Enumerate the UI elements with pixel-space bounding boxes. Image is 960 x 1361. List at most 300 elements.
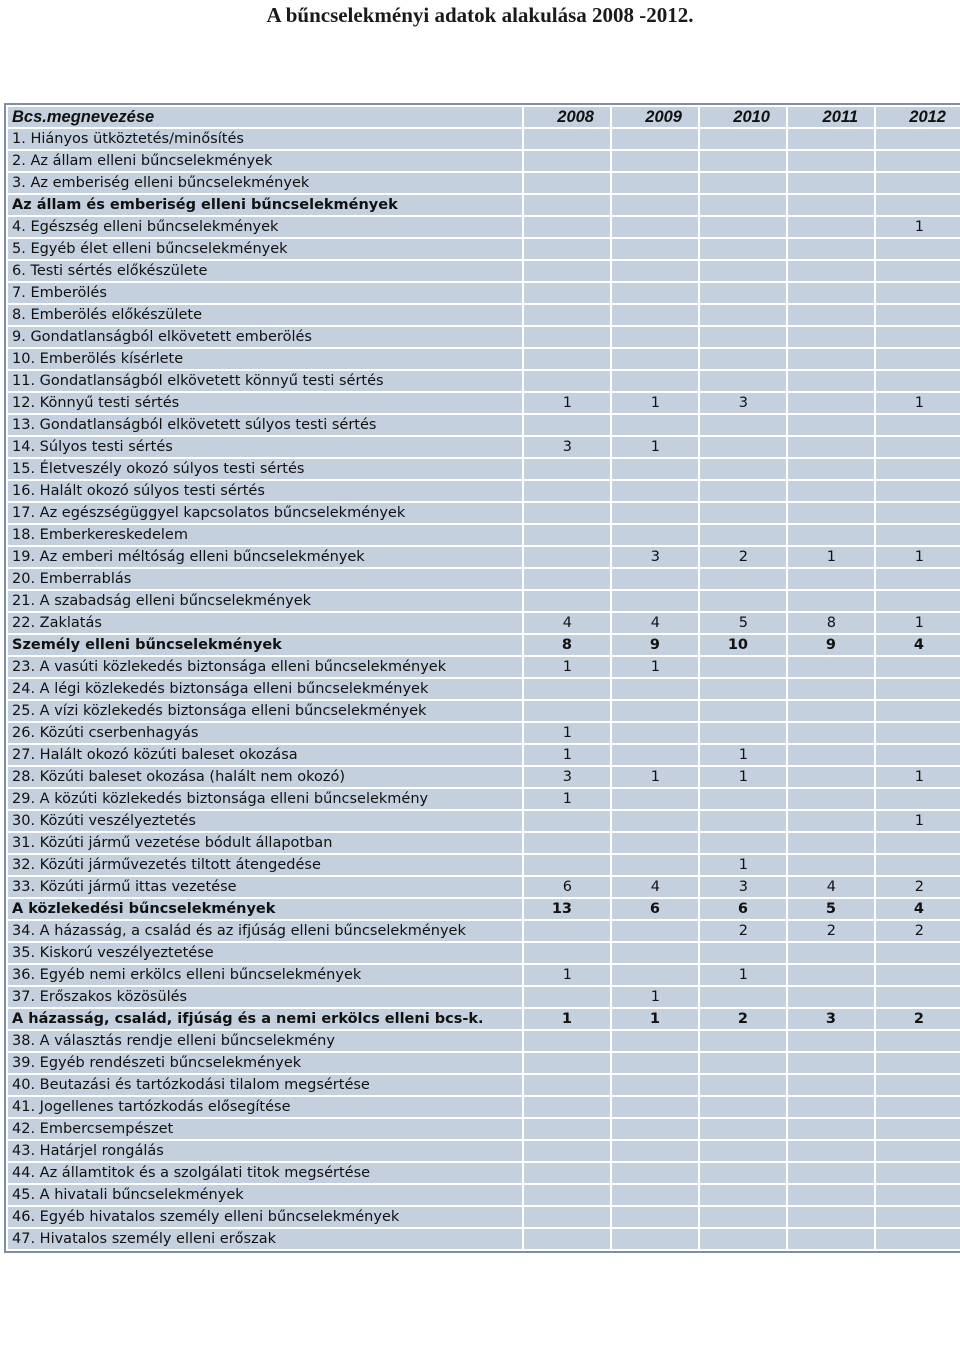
crime-category-name: 32. Közúti járművezetés tiltott átengedése [8, 855, 522, 875]
year-value-cell: 1 [876, 811, 960, 831]
table-row [8, 855, 960, 875]
crime-category-name: 15. Életveszély okozó súlyos testi sértés [8, 459, 522, 479]
year-value-cell: 9 [612, 635, 698, 655]
year-value-cell [876, 987, 960, 1007]
year-value-cell [788, 151, 874, 171]
year-value-cell [612, 1141, 698, 1161]
year-value-cell: 2 [700, 1009, 786, 1029]
column-header-year: 2012 [876, 107, 960, 127]
crime-category-name: 25. A vízi közlekedés biztonsága elleni bűncselekmények [8, 701, 522, 721]
crime-category-name: 18. Emberkereskedelem [8, 525, 522, 545]
year-value-cell [524, 195, 610, 215]
table-header-row [8, 107, 960, 127]
table-row [8, 503, 960, 523]
year-value-cell [876, 503, 960, 523]
year-value-cell [700, 371, 786, 391]
year-value-cell [876, 437, 960, 457]
year-value-cell [788, 305, 874, 325]
year-value-cell: 1 [524, 745, 610, 765]
year-value-cell [788, 965, 874, 985]
crime-category-name: 16. Halált okozó súlyos testi sértés [8, 481, 522, 501]
year-value-cell [700, 1141, 786, 1161]
year-value-cell: 1 [612, 987, 698, 1007]
table-row [8, 481, 960, 501]
table-row [8, 569, 960, 589]
crime-category-name: 31. Közúti jármű vezetése bódult állapotban [8, 833, 522, 853]
year-value-cell: 1 [524, 789, 610, 809]
table-row [8, 767, 960, 787]
year-value-cell: 1 [876, 393, 960, 413]
year-value-cell: 1 [876, 547, 960, 567]
year-value-cell [876, 679, 960, 699]
year-value-cell [700, 569, 786, 589]
year-value-cell [612, 591, 698, 611]
year-value-cell [788, 371, 874, 391]
year-value-cell [524, 1119, 610, 1139]
table-row [8, 1141, 960, 1161]
year-value-cell [612, 1163, 698, 1183]
table-row [8, 525, 960, 545]
year-value-cell [524, 591, 610, 611]
year-value-cell [876, 833, 960, 853]
crime-category-name: 28. Közúti baleset okozása (halált nem okozó) [8, 767, 522, 787]
year-value-cell [524, 239, 610, 259]
year-value-cell: 6 [524, 877, 610, 897]
crime-category-name: 42. Embercsempészet [8, 1119, 522, 1139]
crime-category-name: 34. A házasság, a család és az ifjúság elleni bűncselekmények [8, 921, 522, 941]
year-value-cell [876, 151, 960, 171]
year-value-cell [700, 657, 786, 677]
year-value-cell [524, 1053, 610, 1073]
year-value-cell [612, 1097, 698, 1117]
table-row [8, 1229, 960, 1249]
year-value-cell: 4 [876, 635, 960, 655]
table-row [8, 943, 960, 963]
year-value-cell [524, 151, 610, 171]
table-row [8, 745, 960, 765]
crime-category-name: 46. Egyéb hivatalos személy elleni bűncselekmények [8, 1207, 522, 1227]
crime-category-name: 11. Gondatlanságból elkövetett könnyű testi sértés [8, 371, 522, 391]
year-value-cell [524, 1031, 610, 1051]
year-value-cell: 1 [612, 767, 698, 787]
crime-category-name: 13. Gondatlanságból elkövetett súlyos testi sértés [8, 415, 522, 435]
year-value-cell [788, 987, 874, 1007]
table-row [8, 283, 960, 303]
year-value-cell [788, 503, 874, 523]
year-value-cell: 8 [524, 635, 610, 655]
year-value-cell [788, 833, 874, 853]
year-value-cell [700, 1075, 786, 1095]
year-value-cell [788, 1097, 874, 1117]
year-value-cell [700, 789, 786, 809]
table-subtotal-row [8, 195, 960, 215]
year-value-cell: 13 [524, 899, 610, 919]
year-value-cell [788, 217, 874, 237]
year-value-cell [700, 1097, 786, 1117]
table-row [8, 591, 960, 611]
year-value-cell [700, 701, 786, 721]
year-value-cell [876, 1097, 960, 1117]
year-value-cell [612, 327, 698, 347]
year-value-cell [876, 239, 960, 259]
year-value-cell [612, 1229, 698, 1249]
year-value-cell [612, 1119, 698, 1139]
table-row [8, 1053, 960, 1073]
year-value-cell [612, 965, 698, 985]
crime-category-name: 12. Könnyű testi sértés [8, 393, 522, 413]
year-value-cell [788, 129, 874, 149]
crime-category-name: 44. Az államtitok és a szolgálati titok megsértése [8, 1163, 522, 1183]
column-header-year: 2011 [788, 107, 874, 127]
year-value-cell [876, 349, 960, 369]
column-header-year: 2008 [524, 107, 610, 127]
table-row [8, 613, 960, 633]
year-value-cell [612, 173, 698, 193]
crime-category-name: 26. Közúti cserbenhagyás [8, 723, 522, 743]
year-value-cell [612, 921, 698, 941]
table-subtotal-row [8, 1009, 960, 1029]
crime-category-name: 7. Emberölés [8, 283, 522, 303]
year-value-cell [524, 1185, 610, 1205]
year-value-cell: 3 [788, 1009, 874, 1029]
table-row [8, 921, 960, 941]
year-value-cell: 2 [876, 921, 960, 941]
year-value-cell [700, 1053, 786, 1073]
year-value-cell [788, 1031, 874, 1051]
table-row [8, 437, 960, 457]
crime-category-name: 8. Emberölés előkészülete [8, 305, 522, 325]
year-value-cell [700, 239, 786, 259]
year-value-cell: 6 [612, 899, 698, 919]
year-value-cell [612, 129, 698, 149]
crime-category-name: 36. Egyéb nemi erkölcs elleni bűncselekmények [8, 965, 522, 985]
year-value-cell [524, 129, 610, 149]
year-value-cell [788, 327, 874, 347]
table-row [8, 151, 960, 171]
year-value-cell [612, 855, 698, 875]
year-value-cell: 2 [700, 547, 786, 567]
year-value-cell [612, 833, 698, 853]
year-value-cell [612, 569, 698, 589]
year-value-cell: 1 [612, 657, 698, 677]
year-value-cell [876, 569, 960, 589]
year-value-cell [876, 371, 960, 391]
year-value-cell [700, 349, 786, 369]
year-value-cell [524, 569, 610, 589]
table-row [8, 349, 960, 369]
year-value-cell [524, 1163, 610, 1183]
table-row [8, 833, 960, 853]
year-value-cell [788, 393, 874, 413]
year-value-cell [876, 1119, 960, 1139]
year-value-cell [700, 811, 786, 831]
year-value-cell [700, 283, 786, 303]
table-row [8, 327, 960, 347]
table-row [8, 371, 960, 391]
crime-category-name: 35. Kiskorú veszélyeztetése [8, 943, 522, 963]
year-value-cell [612, 943, 698, 963]
year-value-cell: 5 [788, 899, 874, 919]
year-value-cell: 1 [612, 437, 698, 457]
crime-category-name: 29. A közúti közlekedés biztonsága elleni bűncselekmény [8, 789, 522, 809]
crime-category-name: A házasság, család, ifjúság és a nemi erkölcs elleni bcs-k. [8, 1009, 522, 1029]
year-value-cell: 1 [524, 657, 610, 677]
year-value-cell: 1 [524, 723, 610, 743]
year-value-cell [612, 217, 698, 237]
year-value-cell [700, 195, 786, 215]
year-value-cell [524, 503, 610, 523]
table-row [8, 701, 960, 721]
year-value-cell [612, 701, 698, 721]
year-value-cell [788, 1229, 874, 1249]
year-value-cell [612, 283, 698, 303]
year-value-cell [876, 525, 960, 545]
table-row [8, 1207, 960, 1227]
year-value-cell [524, 855, 610, 875]
year-value-cell [700, 1163, 786, 1183]
year-value-cell [700, 591, 786, 611]
year-value-cell [876, 1031, 960, 1051]
crime-category-name: 43. Határjel rongálás [8, 1141, 522, 1161]
table-row [8, 1119, 960, 1139]
year-value-cell: 8 [788, 613, 874, 633]
table-row [8, 239, 960, 259]
year-value-cell [700, 459, 786, 479]
table-row [8, 415, 960, 435]
crime-category-name: 27. Halált okozó közúti baleset okozása [8, 745, 522, 765]
year-value-cell [700, 833, 786, 853]
crime-category-name: 4. Egészség elleni bűncselekmények [8, 217, 522, 237]
table-row [8, 459, 960, 479]
year-value-cell [612, 1185, 698, 1205]
crime-category-name: 37. Erőszakos közösülés [8, 987, 522, 1007]
crime-category-name: 10. Emberölés kísérlete [8, 349, 522, 369]
year-value-cell [788, 569, 874, 589]
table-row [8, 1185, 960, 1205]
crime-category-name: 3. Az emberiség elleni bűncselekmények [8, 173, 522, 193]
year-value-cell: 1 [612, 1009, 698, 1029]
year-value-cell [612, 525, 698, 545]
year-value-cell [700, 1207, 786, 1227]
year-value-cell [612, 349, 698, 369]
year-value-cell [700, 129, 786, 149]
table-row [8, 1163, 960, 1183]
year-value-cell [612, 481, 698, 501]
crime-category-name: 23. A vasúti közlekedés biztonsága elleni bűncselekmények [8, 657, 522, 677]
year-value-cell [700, 217, 786, 237]
year-value-cell [876, 723, 960, 743]
year-value-cell [788, 657, 874, 677]
year-value-cell [612, 239, 698, 259]
year-value-cell: 2 [700, 921, 786, 941]
year-value-cell [876, 1185, 960, 1205]
year-value-cell [876, 745, 960, 765]
year-value-cell [876, 283, 960, 303]
year-value-cell [612, 371, 698, 391]
year-value-cell [876, 195, 960, 215]
year-value-cell [700, 1229, 786, 1249]
year-value-cell [788, 459, 874, 479]
year-value-cell [788, 943, 874, 963]
table-row [8, 965, 960, 985]
year-value-cell: 1 [876, 613, 960, 633]
table-row [8, 657, 960, 677]
year-value-cell [700, 415, 786, 435]
table-row [8, 811, 960, 831]
table-row [8, 129, 960, 149]
year-value-cell [612, 1031, 698, 1051]
year-value-cell [700, 525, 786, 545]
year-value-cell [524, 679, 610, 699]
year-value-cell [524, 1097, 610, 1117]
year-value-cell [876, 789, 960, 809]
crime-category-name: 33. Közúti jármű ittas vezetése [8, 877, 522, 897]
crime-category-name: Az állam és emberiség elleni bűncselekmények [8, 195, 522, 215]
year-value-cell [700, 481, 786, 501]
year-value-cell [612, 789, 698, 809]
crime-category-name: 38. A választás rendje elleni bűncselekmény [8, 1031, 522, 1051]
year-value-cell: 4 [876, 899, 960, 919]
year-value-cell [612, 415, 698, 435]
year-value-cell [524, 305, 610, 325]
table-row [8, 877, 960, 897]
crime-category-name: 20. Emberrablás [8, 569, 522, 589]
year-value-cell [876, 173, 960, 193]
year-value-cell [788, 349, 874, 369]
year-value-cell [524, 217, 610, 237]
crime-category-name: 40. Beutazási és tartózkodási tilalom megsértése [8, 1075, 522, 1095]
year-value-cell [524, 1229, 610, 1249]
crime-category-name: 45. A hivatali bűncselekmények [8, 1185, 522, 1205]
year-value-cell: 1 [524, 965, 610, 985]
year-value-cell [788, 481, 874, 501]
year-value-cell [876, 1229, 960, 1249]
year-value-cell [612, 1075, 698, 1095]
year-value-cell [700, 679, 786, 699]
year-value-cell [788, 745, 874, 765]
year-value-cell [524, 415, 610, 435]
crime-category-name: 39. Egyéb rendészeti bűncselekmények [8, 1053, 522, 1073]
year-value-cell [876, 657, 960, 677]
year-value-cell [524, 459, 610, 479]
crime-category-name: 41. Jogellenes tartózkodás elősegítése [8, 1097, 522, 1117]
year-value-cell [524, 481, 610, 501]
year-value-cell [700, 1185, 786, 1205]
year-value-cell [524, 833, 610, 853]
year-value-cell [876, 1053, 960, 1073]
crime-category-name: 21. A szabadság elleni bűncselekmények [8, 591, 522, 611]
table-row [8, 217, 960, 237]
year-value-cell [876, 591, 960, 611]
year-value-cell [876, 305, 960, 325]
table-row [8, 1031, 960, 1051]
year-value-cell [524, 1207, 610, 1227]
year-value-cell [788, 239, 874, 259]
year-value-cell [788, 437, 874, 457]
table-subtotal-row [8, 899, 960, 919]
year-value-cell [788, 701, 874, 721]
crime-category-name: A közlekedési bűncselekmények [8, 899, 522, 919]
year-value-cell [700, 723, 786, 743]
year-value-cell [876, 415, 960, 435]
year-value-cell [524, 921, 610, 941]
year-value-cell: 4 [612, 613, 698, 633]
year-value-cell [612, 459, 698, 479]
year-value-cell: 2 [788, 921, 874, 941]
year-value-cell [524, 1075, 610, 1095]
year-value-cell [612, 151, 698, 171]
year-value-cell [876, 943, 960, 963]
year-value-cell: 3 [524, 437, 610, 457]
year-value-cell [876, 481, 960, 501]
year-value-cell [876, 965, 960, 985]
year-value-cell: 1 [788, 547, 874, 567]
year-value-cell [788, 723, 874, 743]
year-value-cell: 1 [700, 855, 786, 875]
year-value-cell: 1 [612, 393, 698, 413]
year-value-cell [788, 1053, 874, 1073]
table-row [8, 1097, 960, 1117]
year-value-cell [876, 327, 960, 347]
year-value-cell: 1 [700, 745, 786, 765]
year-value-cell [876, 129, 960, 149]
crime-category-name: 2. Az állam elleni bűncselekmények [8, 151, 522, 171]
year-value-cell [876, 1075, 960, 1095]
year-value-cell [788, 173, 874, 193]
year-value-cell [876, 1207, 960, 1227]
year-value-cell [524, 547, 610, 567]
year-value-cell [612, 811, 698, 831]
year-value-cell [788, 811, 874, 831]
crime-category-name: 17. Az egészségüggyel kapcsolatos bűncselekmények [8, 503, 522, 523]
year-value-cell [700, 1119, 786, 1139]
column-header-name: Bcs.megnevezése [8, 107, 522, 127]
year-value-cell [524, 327, 610, 347]
table-row [8, 393, 960, 413]
year-value-cell [700, 327, 786, 347]
year-value-cell [788, 789, 874, 809]
year-value-cell: 1 [876, 217, 960, 237]
year-value-cell [788, 1141, 874, 1161]
year-value-cell [524, 173, 610, 193]
year-value-cell: 1 [700, 965, 786, 985]
year-value-cell [524, 371, 610, 391]
year-value-cell [788, 591, 874, 611]
crime-category-name: 47. Hivatalos személy elleni erőszak [8, 1229, 522, 1249]
crime-category-name: 5. Egyéb élet elleni bűncselekmények [8, 239, 522, 259]
year-value-cell [876, 459, 960, 479]
year-value-cell [700, 437, 786, 457]
year-value-cell [524, 261, 610, 281]
table-row [8, 547, 960, 567]
year-value-cell [612, 723, 698, 743]
table-row [8, 305, 960, 325]
year-value-cell: 10 [700, 635, 786, 655]
year-value-cell [876, 1141, 960, 1161]
year-value-cell [788, 261, 874, 281]
year-value-cell: 4 [524, 613, 610, 633]
crime-statistics-table [4, 103, 960, 1253]
year-value-cell [524, 1141, 610, 1161]
crime-category-name: 1. Hiányos ütköztetés/minősítés [8, 129, 522, 149]
year-value-cell [788, 1207, 874, 1227]
year-value-cell [700, 943, 786, 963]
year-value-cell [612, 1207, 698, 1227]
crime-category-name: 22. Zaklatás [8, 613, 522, 633]
year-value-cell [788, 1163, 874, 1183]
year-value-cell [612, 305, 698, 325]
year-value-cell [876, 701, 960, 721]
